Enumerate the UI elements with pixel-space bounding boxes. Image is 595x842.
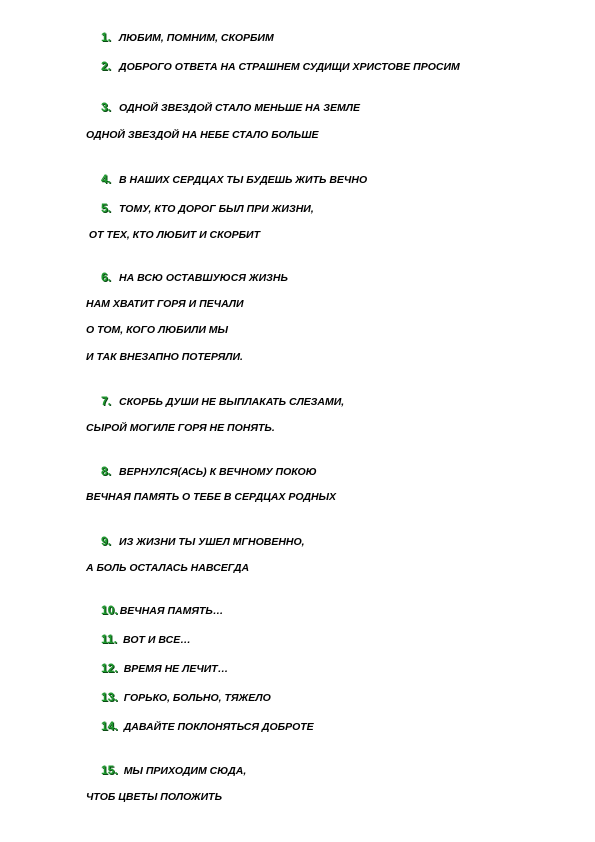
item-text: ВОТ И ВСЕ… — [123, 634, 191, 646]
item-number: 4. — [101, 172, 112, 186]
item-text: ДОБРОГО ОТВЕТА НА СТРАШНЕМ СУДИЩИ ХРИСТОВЕ ПРОСИМ — [119, 61, 460, 73]
list-item-7 — [101, 394, 344, 408]
list-item-12 — [101, 661, 228, 675]
item-number: 5. — [101, 201, 112, 215]
item-text: МЫ ПРИХОДИМ СЮДА, — [123, 765, 247, 777]
list-item-15 — [101, 763, 246, 777]
list-item-10 — [101, 603, 223, 617]
item-number: 15. — [101, 763, 118, 777]
item-number: 1. — [101, 30, 112, 44]
item-text: ЛЮБИМ, ПОМНИМ, СКОРБИМ — [119, 32, 274, 44]
item-text: В НАШИХ СЕРДЦАХ ТЫ БУДЕШЬ ЖИТЬ ВЕЧНО — [119, 174, 368, 186]
list-item-4 — [101, 172, 367, 186]
item-text: НА ВСЮ ОСТАВШУЮСЯ ЖИЗНЬ — [119, 272, 288, 284]
list-item-3 — [101, 100, 360, 114]
continuation-line: СЫРОЙ МОГИЛЕ ГОРЯ НЕ ПОНЯТЬ. — [86, 422, 275, 434]
item-number: 2. — [101, 59, 112, 73]
continuation-line: ЧТОБ ЦВЕТЫ ПОЛОЖИТЬ — [86, 791, 222, 803]
list-item-8 — [101, 464, 317, 478]
continuation-line: О ТОМ, КОГО ЛЮБИЛИ МЫ — [86, 324, 229, 336]
item-text: ВЕЧНАЯ ПАМЯТЬ… — [119, 605, 224, 617]
item-text: ГОРЬКО, БОЛЬНО, ТЯЖЕЛО — [123, 692, 271, 704]
item-number: 6. — [101, 270, 112, 284]
list-item-6 — [101, 270, 288, 284]
continuation-line: НАМ ХВАТИТ ГОРЯ И ПЕЧАЛИ — [86, 298, 244, 310]
item-text: ВЕРНУЛСЯ(АСЬ) К ВЕЧНОМУ ПОКОЮ — [119, 466, 317, 478]
item-number: 10. — [101, 603, 118, 617]
list-item-13 — [101, 690, 271, 704]
list-item-1 — [101, 30, 274, 44]
list-item-2 — [101, 59, 460, 73]
list-item-11 — [101, 632, 191, 646]
item-text: СКОРБЬ ДУШИ НЕ ВЫПЛАКАТЬ СЛЕЗАМИ, — [119, 396, 345, 408]
item-text: ИЗ ЖИЗНИ ТЫ УШЕЛ МГНОВЕННО, — [119, 536, 305, 548]
item-number: 7. — [101, 394, 112, 408]
item-number: 14. — [101, 719, 118, 733]
item-number: 8. — [101, 464, 112, 478]
list-item-5 — [101, 201, 314, 215]
list-item-14 — [101, 719, 314, 733]
item-text: ТОМУ, КТО ДОРОГ БЫЛ ПРИ ЖИЗНИ, — [119, 203, 314, 215]
continuation-line: ВЕЧНАЯ ПАМЯТЬ О ТЕБЕ В СЕРДЦАХ РОДНЫХ — [86, 491, 337, 503]
continuation-line: А БОЛЬ ОСТАЛАСЬ НАВСЕГДА — [86, 562, 250, 574]
item-number: 12. — [101, 661, 118, 675]
item-text: ДАВАЙТЕ ПОКЛОНЯТЬСЯ ДОБРОТЕ — [123, 721, 314, 733]
item-text: ВРЕМЯ НЕ ЛЕЧИТ… — [123, 663, 229, 675]
continuation-line: И ТАК ВНЕЗАПНО ПОТЕРЯЛИ. — [86, 351, 243, 363]
continuation-line: ОТ ТЕХ, КТО ЛЮБИТ И СКОРБИТ — [86, 229, 261, 241]
item-number: 9. — [101, 534, 112, 548]
continuation-line: ОДНОЙ ЗВЕЗДОЙ НА НЕБЕ СТАЛО БОЛЬШЕ — [86, 129, 319, 141]
item-number: 3. — [101, 100, 112, 114]
item-text: ОДНОЙ ЗВЕЗДОЙ СТАЛО МЕНЬШЕ НА ЗЕМЛЕ — [119, 102, 360, 114]
item-number: 11. — [101, 632, 118, 646]
list-item-9 — [101, 534, 305, 548]
item-number: 13. — [101, 690, 118, 704]
